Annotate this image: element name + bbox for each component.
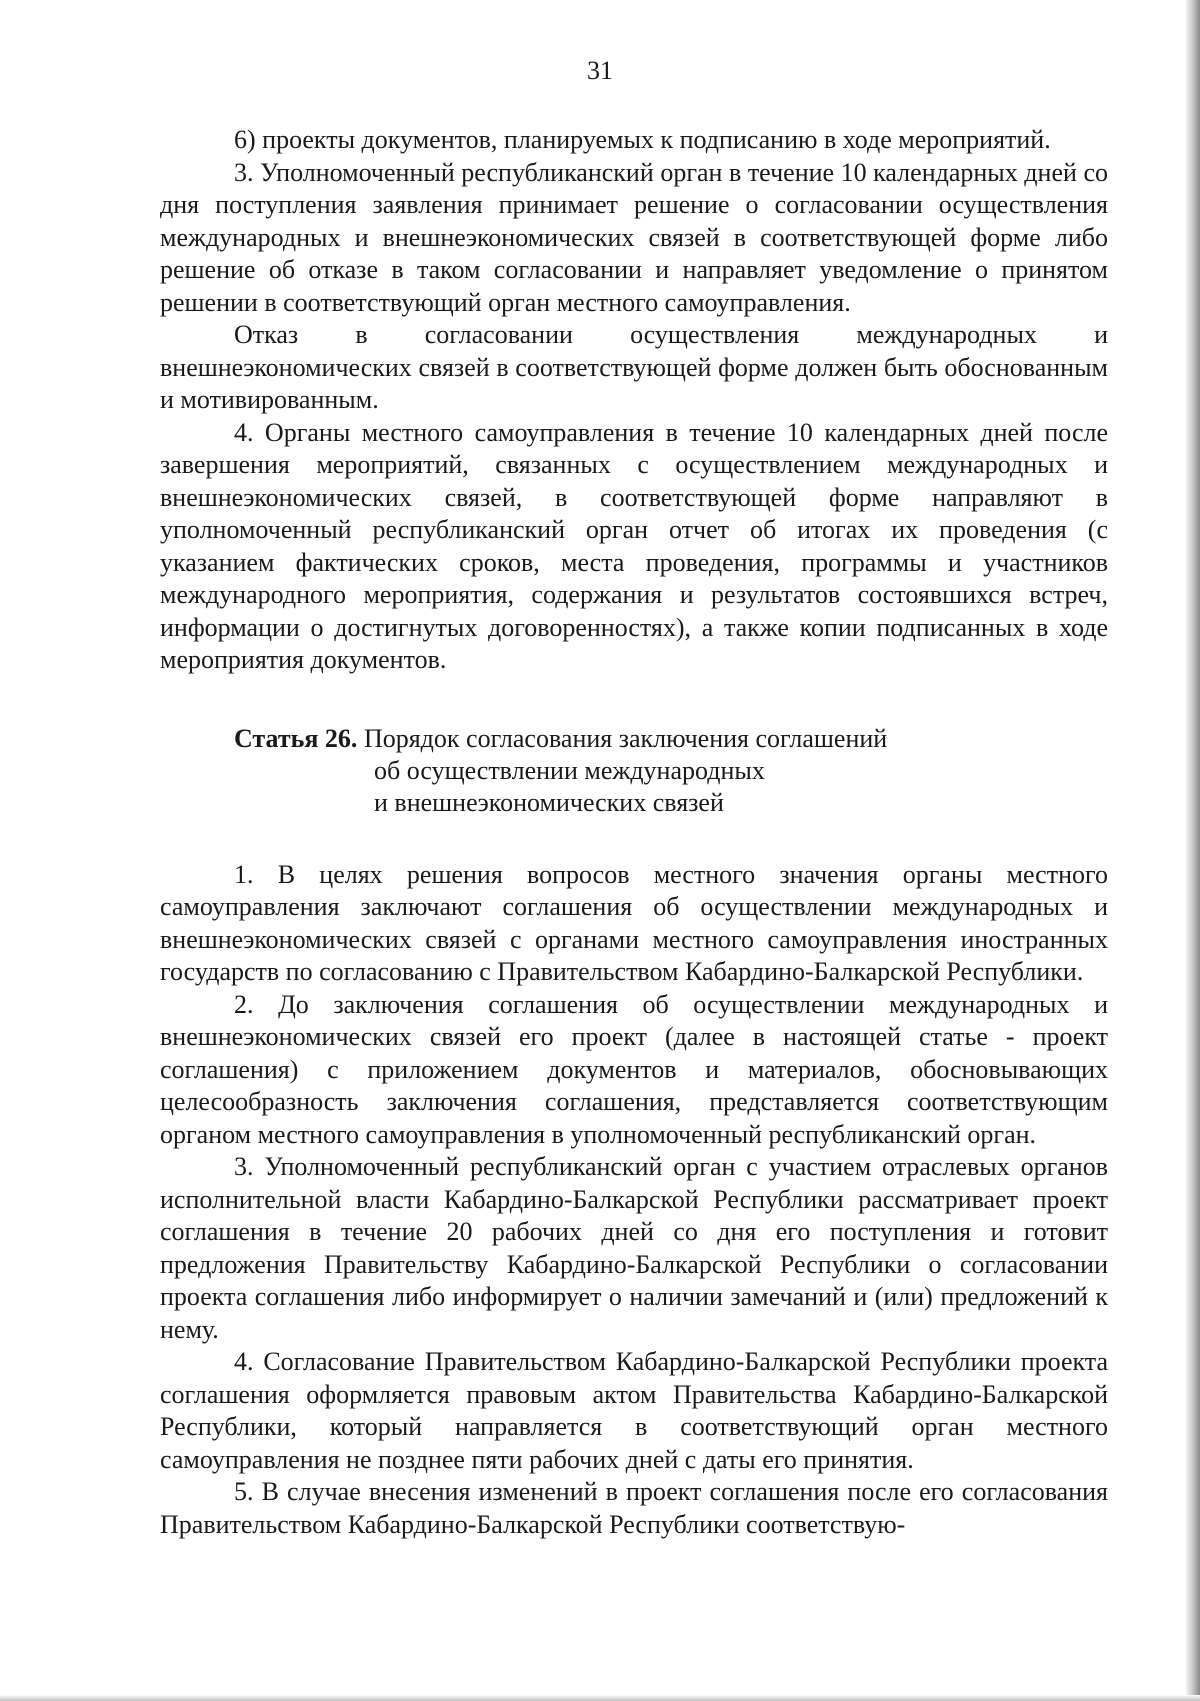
- paragraph-4-report: 4. Органы местного самоуправления в течение 10 календарных дней после завершения мероприятий, связанных с осуществлением международных и внешнеэкономических связей, в соответствующей форме направляют в уполномоченный республиканский орган отчет об итогах их проведения (с указанием фактических сроков, места проведения, программы и участников международного мероприятия, содержания и результатов состоявшихся встреч, информации о достигнутых договоренностях), а также копии подписанных в ходе мероприятия документов.: [160, 417, 1108, 674]
- article-heading-line-1: [234, 723, 1108, 755]
- article-heading: [234, 723, 1108, 819]
- document-body: [160, 124, 1108, 1541]
- article-paragraph-1: 1. В целях решения вопросов местного значения органы местного самоуправления заключают соглашения об осуществлении международных и внешнеэкономических связей с органами местного самоуправления иностранных государств по согласованию с Правительством Кабардино-Балкарской Республики.: [160, 859, 1108, 986]
- article-paragraph-2: 2. До заключения соглашения об осуществлении международных и внешнеэкономических связей его проект (далее в настоящей статье - проект соглашения) с приложением документов и материалов, обосновывающих целесообразность заключения соглашения, представляется соответствующим органом местного самоуправления в уполномоченный республиканский орган.: [160, 989, 1108, 1149]
- article-paragraph-3: 3. Уполномоченный республиканский орган с участием отраслевых органов исполнительной власти Кабардино-Балкарской Республики рассматривает проект соглашения в течение 20 рабочих дней со дня его поступления и готовит предложения Правительству Кабардино-Балкарской Республики о согласовании проекта соглашения либо информирует о наличии замечаний и (или) предложений к нему.: [160, 1152, 1108, 1344]
- paragraph-refusal: Отказ в согласовании осуществления международных и внешнеэкономических связей в соответствующей форме должен быть обоснованным и мотивированным.: [160, 320, 1108, 414]
- page-number: 31: [587, 56, 613, 85]
- article-paragraph-4: 4. Согласование Правительством Кабардино-Балкарской Республики проекта соглашения оформляется правовым актом Правительства Кабардино-Балкарской Республики, который направляется в соответствующий орган местного самоуправления не позднее пяти рабочих дней с даты его принятия.: [160, 1347, 1108, 1474]
- article-title-line-3: и внешнеэкономических связей: [374, 787, 724, 817]
- article-title-line-2: об осуществлении международных: [374, 755, 765, 785]
- scan-shadow-edge: [1186, 0, 1200, 1701]
- article-number: Статья 26.: [234, 723, 358, 753]
- article-title-line-1: Порядок согласования заключения соглашений: [363, 723, 888, 753]
- paragraph-item-6: 6) проекты документов, планируемых к подписанию в ходе мероприятий.: [234, 125, 1051, 154]
- article-paragraph-5: 5. В случае внесения изменений в проект соглашения после его согласования Правительством Кабардино-Балкарской Республики соответствую-: [160, 1477, 1108, 1539]
- paragraph-3-decision: 3. Уполномоченный республиканский орган в течение 10 календарных дней со дня поступления заявления принимает решение о согласовании осуществления международных и внешнеэкономических связей в соответствующей форме либо решение об отказе в таком согласовании и направляет уведомление о принятом решении в соответствующий орган местного самоуправления.: [160, 157, 1108, 317]
- scan-shadow-bottom: [0, 1695, 1200, 1701]
